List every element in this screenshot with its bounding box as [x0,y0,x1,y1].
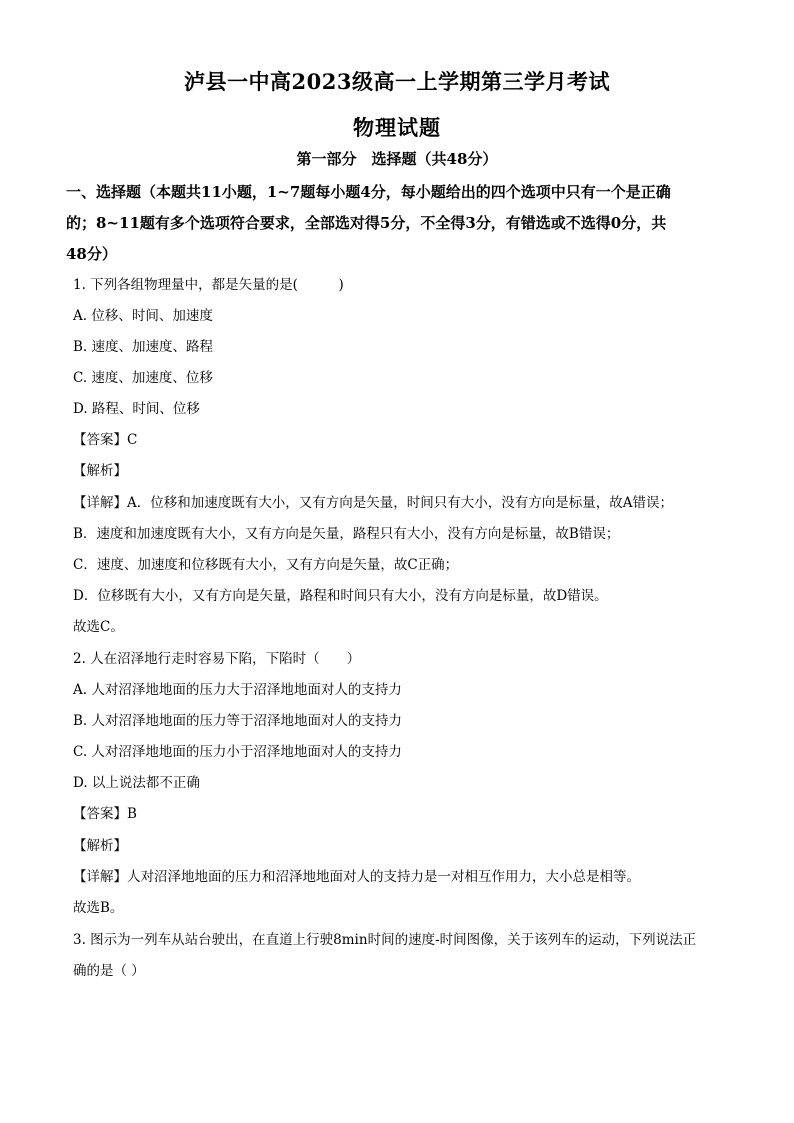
question-1-conclusion: 故选C。 [73,619,124,635]
subject-title: 物理试题 [353,115,441,140]
question-1-detail-2: B．速度和加速度既有大小，又有方向是矢量，路程只有大小，没有方向是标量，故B错误； [73,526,620,542]
question-2-answer: 【答案】B [73,806,137,822]
question-1-option-c: C. 速度、加速度、位移 [73,370,213,386]
question-3-stem-line-2: 确的是（ ） [73,963,145,979]
question-1-detail-3: C．速度、加速度和位移既有大小，又有方向是矢量，故C正确； [73,557,459,573]
question-1-option-a: A. 位移、时间、加速度 [73,308,213,324]
section-instructions-line-2: 的；8~11题有多个选项符合要求，全部选对得5分，不全得3分，有错选或不选得0分，共 [66,214,667,232]
question-2-stem: 2. 人在沼泽地行走时容易下陷，下陷时（ ） [73,651,361,667]
question-2-detail-1: 【详解】人对沼泽地地面的压力和沼泽地地面对人的支持力是一对相互作用力，大小总是相等。 [73,869,640,885]
question-1-option-d: D. 路程、时间、位移 [73,401,200,417]
question-2-option-c: C. 人对沼泽地地面的压力小于沼泽地地面对人的支持力 [73,744,402,760]
question-3-stem-line-1: 3. 图示为一列车从站台驶出，在直道上行驶8min时间的速度-时间图像，关于该列车的运动，下列说法正 [73,932,697,948]
question-1-option-b: B. 速度、加速度、路程 [73,339,214,355]
question-1-analysis-label: 【解析】 [73,463,127,479]
section-instructions-line-1: 一、选择题（本题共11小题，1~7题每小题4分，每小题给出的四个选项中只有一个是正确 [66,183,671,201]
question-2-option-b: B. 人对沼泽地地面的压力等于沼泽地地面对人的支持力 [73,713,403,729]
exam-title: 泸县一中高2023级高一上学期第三学月考试 [184,69,610,94]
question-1-stem: 1. 下列各组物理量中，都是矢量的是( ) [73,277,344,293]
question-2-option-d: D. 以上说法都不正确 [73,775,200,791]
part-title: 第一部分 选择题（共48分） [296,150,498,168]
question-1-detail-1: 【详解】A．位移和加速度既有大小，又有方向是矢量，时间只有大小，没有方向是标量，故A错误； [73,495,673,511]
section-instructions-line-3: 48分） [66,245,117,263]
question-2-conclusion: 故选B。 [73,900,124,916]
question-2-option-a: A. 人对沼泽地地面的压力大于沼泽地地面对人的支持力 [73,682,402,698]
question-1-answer: 【答案】C [73,432,138,448]
question-2-analysis-label: 【解析】 [73,838,127,854]
question-1-detail-4: D．位移既有大小，又有方向是矢量，路程和时间只有大小，没有方向是标量，故D错误。 [73,588,608,604]
